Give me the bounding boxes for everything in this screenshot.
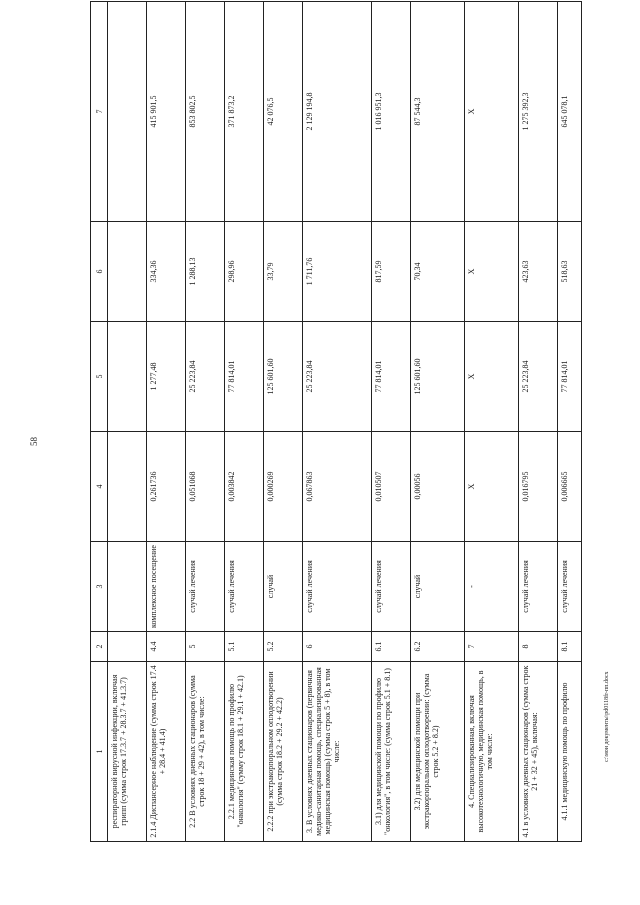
row-name-cell: 4. Специализированная, включая высокотехнологичную, медицинская помощь, в том числе: [465, 662, 519, 842]
cost-cell: 25 223,84 [302, 322, 371, 432]
column-header: 2 [91, 632, 108, 662]
total-cell: 853 802,5 [185, 2, 224, 222]
norm-cell: 0,261736 [146, 432, 185, 542]
norm-cell: Х [465, 432, 519, 542]
unit-cell: случай [410, 542, 464, 632]
norm-cell: 0,003842 [224, 432, 263, 542]
row-name-cell: респираторной вирусной инфекции, включая грипп (сумма строк 17.3.7 + 28.3.7 + 41.3.7) [108, 662, 147, 842]
unit-cell: - [465, 542, 519, 632]
column-header: 7 [91, 2, 108, 222]
table-row [302, 2, 371, 842]
total-cell: 87 544,3 [410, 2, 464, 222]
total-cell: 1 275 392,3 [519, 2, 558, 222]
table-row [146, 2, 185, 842]
norm-cell: 0,00056 [410, 432, 464, 542]
row-number-cell: 8.1 [558, 632, 582, 662]
table-row [263, 2, 302, 842]
cost-cell [108, 322, 147, 432]
cost-cell: 77 814,01 [224, 322, 263, 432]
total-cell: 645 078,1 [558, 2, 582, 222]
table-row [465, 2, 519, 842]
unit-cell: случай лечения [185, 542, 224, 632]
per-capita-cell: Х [465, 222, 519, 322]
per-capita-cell: 817,59 [372, 222, 411, 322]
row-number-cell: 5.1 [224, 632, 263, 662]
column-header: 1 [91, 662, 108, 842]
column-header: 5 [91, 322, 108, 432]
norm-cell: 0,010507 [372, 432, 411, 542]
row-number-cell: 8 [519, 632, 558, 662]
row-number-cell: 5 [185, 632, 224, 662]
page-number: 58 [29, 437, 39, 446]
total-cell [108, 2, 147, 222]
cost-cell: 77 814,01 [558, 322, 582, 432]
per-capita-cell: 1 288,13 [185, 222, 224, 322]
total-cell: 371 873,2 [224, 2, 263, 222]
norm-cell: 0,000269 [263, 432, 302, 542]
unit-cell: случай лечения [372, 542, 411, 632]
table-row [558, 2, 582, 842]
table-row [519, 2, 558, 842]
norm-cell: 0,016795 [519, 432, 558, 542]
data-table-container [90, 2, 582, 842]
norm-cell: 0,006665 [558, 432, 582, 542]
unit-cell: случай лечения [519, 542, 558, 632]
row-number-cell: 5.2 [263, 632, 302, 662]
row-name-cell: 4.1.1 медицинскую помощь по профилю [558, 662, 582, 842]
total-cell: 42 076,5 [263, 2, 302, 222]
row-name-cell: 3.1) для медицинской помощи по профилю "онкология", в том числе: (сумма строк 5.1 + 8.1) [372, 662, 411, 842]
per-capita-cell: 33,79 [263, 222, 302, 322]
cost-cell: 125 601,60 [263, 322, 302, 432]
footer-file-path: c:\мои документы\pd0118fr-пп.docx [604, 671, 610, 762]
cost-cell: 25 223,84 [519, 322, 558, 432]
unit-cell: случай лечения [558, 542, 582, 632]
data-table [90, 1, 582, 842]
per-capita-cell: 334,36 [146, 222, 185, 322]
per-capita-cell: 70,34 [410, 222, 464, 322]
column-header: 3 [91, 542, 108, 632]
table-row [108, 2, 147, 842]
cost-cell: 77 814,01 [372, 322, 411, 432]
unit-cell [108, 542, 147, 632]
norm-cell [108, 432, 147, 542]
per-capita-cell: 1 711,76 [302, 222, 371, 322]
table-row [372, 2, 411, 842]
cost-cell: 25 223,84 [185, 322, 224, 432]
unit-cell: случай [263, 542, 302, 632]
per-capita-cell: 518,63 [558, 222, 582, 322]
cost-cell: 125 601,60 [410, 322, 464, 432]
total-cell: 415 901,5 [146, 2, 185, 222]
header-row [91, 2, 108, 842]
table-row [185, 2, 224, 842]
cost-cell: Х [465, 322, 519, 432]
row-number-cell: 6.1 [372, 632, 411, 662]
row-name-cell: 2.1.4 Диспансерное наблюдение (сумма строк 17.4 + 28.4 + 41.4) [146, 662, 185, 842]
total-cell: 1 016 951,3 [372, 2, 411, 222]
norm-cell: 0,067863 [302, 432, 371, 542]
per-capita-cell [108, 222, 147, 322]
unit-cell: комплексное посещение [146, 542, 185, 632]
row-number-cell: 6 [302, 632, 371, 662]
row-number-cell: 7 [465, 632, 519, 662]
row-name-cell: 4.1 в условиях дневных стационаров (сумма строк 21 + 32 + 45), включая: [519, 662, 558, 842]
column-header: 4 [91, 432, 108, 542]
total-cell: 2 129 194,8 [302, 2, 371, 222]
unit-cell: случай лечения [302, 542, 371, 632]
table-row [224, 2, 263, 842]
column-header: 6 [91, 222, 108, 322]
row-name-cell: 2.2 В условиях дневных стационаров (сумма строк 18 + 29 + 42), в том числе: [185, 662, 224, 842]
row-name-cell: 2.2.2 при экстракорпоральном оплодотворении (сумма строк 18.2 + 29.2 + 42.2) [263, 662, 302, 842]
unit-cell: случай лечения [224, 542, 263, 632]
norm-cell: 0,051068 [185, 432, 224, 542]
total-cell: Х [465, 2, 519, 222]
row-name-cell: 3.2) для медицинской помощи при экстракорпоральном оплодотворении: (сумма строк 5.2 + 8.2) [410, 662, 464, 842]
row-name-cell: 3. В условиях дневных стационаров (первичная медико-санитарная помощь, специализированная медицинская помощь) (сумма строк 5 + 8), в том числе: [302, 662, 371, 842]
row-name-cell: 2.2.1 медицинская помощь по профилю "онкология" (сумму строк 18.1 + 29.1 + 42.1) [224, 662, 263, 842]
cost-cell: 1 277,48 [146, 322, 185, 432]
row-number-cell: 6.2 [410, 632, 464, 662]
table-row [410, 2, 464, 842]
per-capita-cell: 423,63 [519, 222, 558, 322]
row-number-cell: 4.4 [146, 632, 185, 662]
row-number-cell [108, 632, 147, 662]
per-capita-cell: 298,96 [224, 222, 263, 322]
